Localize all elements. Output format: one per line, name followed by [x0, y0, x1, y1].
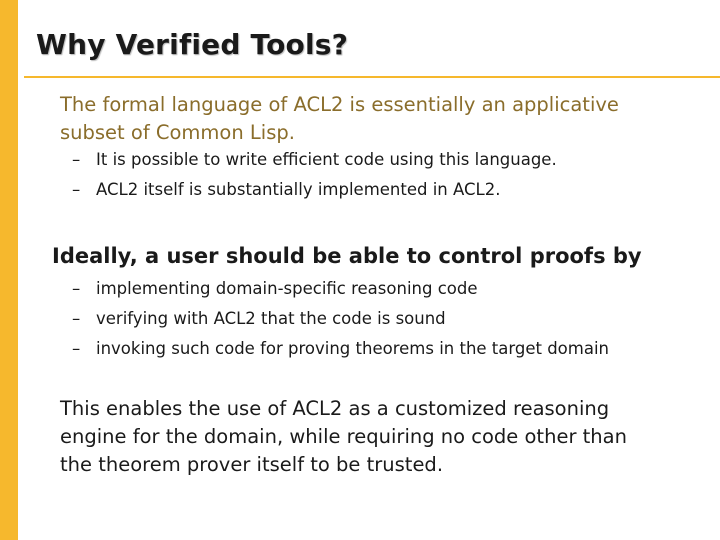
list-item — [72, 304, 609, 334]
list-item — [72, 175, 557, 205]
conclusion-paragraph: This enables the use of ACL2 as a customized reasoning engine for the domain, while requiring no code other than the theorem prover itself to be trusted. — [60, 397, 627, 476]
list-item-text: ACL2 itself is substantially implemented in ACL2. — [96, 180, 501, 199]
list-item — [72, 274, 609, 304]
bullet-list-2 — [72, 274, 609, 364]
bullet-list-1 — [72, 145, 557, 205]
list-item-text: verifying with ACL2 that the code is sound — [96, 309, 446, 328]
dash-bullet: – — [72, 180, 81, 199]
dash-bullet: – — [72, 309, 81, 328]
dash-bullet: – — [72, 339, 81, 358]
dash-bullet: – — [72, 279, 81, 298]
list-item-text: invoking such code for proving theorems in the target domain — [96, 339, 610, 358]
title-underline — [24, 76, 720, 78]
slide-title: Why Verified Tools? — [36, 28, 349, 61]
list-item — [72, 145, 557, 175]
list-item-text: It is possible to write efficient code using this language. — [96, 150, 557, 169]
list-item-text: implementing domain-specific reasoning code — [96, 279, 478, 298]
accent-bar — [0, 0, 18, 540]
intro-paragraph: The formal language of ACL2 is essentially an applicative subset of Common Lisp. — [60, 93, 619, 144]
dash-bullet: – — [72, 150, 81, 169]
section-heading: Ideally, a user should be able to control proofs by — [52, 244, 642, 268]
list-item — [72, 334, 609, 364]
